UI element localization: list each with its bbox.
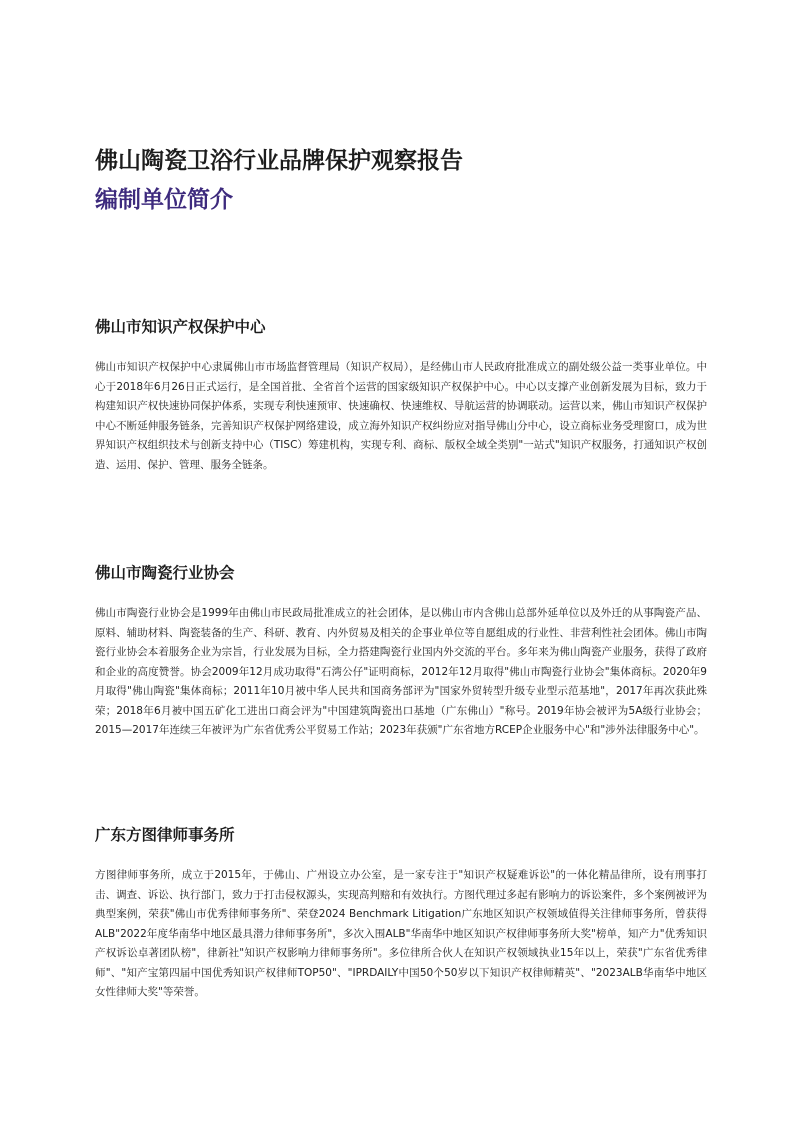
page-title: 佛山陶瓷卫浴行业品牌保护观察报告 <box>95 148 463 174</box>
section-body: 佛山市陶瓷行业协会是1999年由佛山市民政局批准成立的社会团体，是以佛山市内含佛山总部外延单位以及外迁的从事陶瓷产品、原料、辅助材料、陶瓷装备的生产、科研、教育、内外贸易及相关的企事业单位等自愿组成的行业性、非营利性社会团体。佛山市陶瓷行业协会本着服务企业为宗旨，行业发展为目标，全力搭建陶瓷行业国内外交流的平台。多年来为佛山陶瓷产业服务，获得了政府和企业的高度赞誉。协会2009年12月成功取得"石湾公仔"证明商标，2012年12月取得"佛山市陶瓷行业协会"集体商标。2020年9月取得"佛山陶瓷"集体商标；2011年10月被中华人民共和国商务部评为"国家外贸转型升级专业型示范基地"，2017年再次获此殊荣；2018年6月被中国五矿化工进出口商会评为"中国建筑陶瓷出口基地（广东佛山）"称号。2019年协会被评为5A级行业协会；2015—2017年连续三年被评为广东省优秀公平贸易工作站；2023年获颁"广东省地方RCEP企业服务中心"和"涉外法律服务中心"。 <box>95 607 707 736</box>
section-heading: 广东方图律师事务所 <box>95 826 235 844</box>
section-body: 佛山市知识产权保护中心隶属佛山市市场监督管理局（知识产权局），是经佛山市人民政府批准成立的副处级公益一类事业单位。中心于2018年6月26日正式运行，是全国首批、全省首个运营的国家级知识产权保护中心。中心以支撑产业创新发展为目标，致力于构建知识产权快速协同保护体系，实现专利快速预审、快速确权、快速维权、导航运营的协调联动。运营以来，佛山市知识产权保护中心不断延伸服务链条，完善知识产权保护网络建设，成立海外知识产权纠纷应对指导佛山分中心，设立商标业务受理窗口，成为世界知识产权组织技术与创新支持中心（TISC）筹建机构，实现专利、商标、版权全域全类别"一站式"知识产权服务，打通知识产权创造、运用、保护、管理、服务全链条。 <box>95 361 707 471</box>
section-body: 方图律师事务所，成立于2015年，于佛山、广州设立办公室，是一家专注于"知识产权疑难诉讼"的一体化精品律所，设有刑事打击、调查、诉讼、执行部门，致力于打击侵权源头，实现高判赔和有效执行。方图代理过多起有影响力的诉讼案件，多个案例被评为典型案例，荣获"佛山市优秀律师事务所"、荣登2024 Benchmark Litigation广东地区知识产权领域值得关注律师事务所，曾获得ALB"2022年度华南华中地区最具潜力律师事务所"，多次入围ALB"华南华中地区知识产权律师事务所大奖"榜单，知产力"优秀知识产权诉讼卓著团队榜"，律新社"知识产权影响力律师事务所"。多位律所合伙人在知识产权领域执业15年以上，荣获"广东省优秀律师"、"知产宝第四届中国优秀知识产权律师TOP50"、"IPRDAILY中国50个50岁以下知识产权律师精英"、"2023ALB华南华中地区女性律师大奖"等荣誉。 <box>95 869 707 998</box>
section-heading: 佛山市陶瓷行业协会 <box>95 564 235 582</box>
page-subtitle: 编制单位简介 <box>95 187 233 213</box>
section-heading: 佛山市知识产权保护中心 <box>95 318 266 336</box>
section-ceramics-association <box>95 562 707 741</box>
section-ip-protection-center <box>95 316 707 475</box>
section-law-firm <box>95 824 707 1003</box>
